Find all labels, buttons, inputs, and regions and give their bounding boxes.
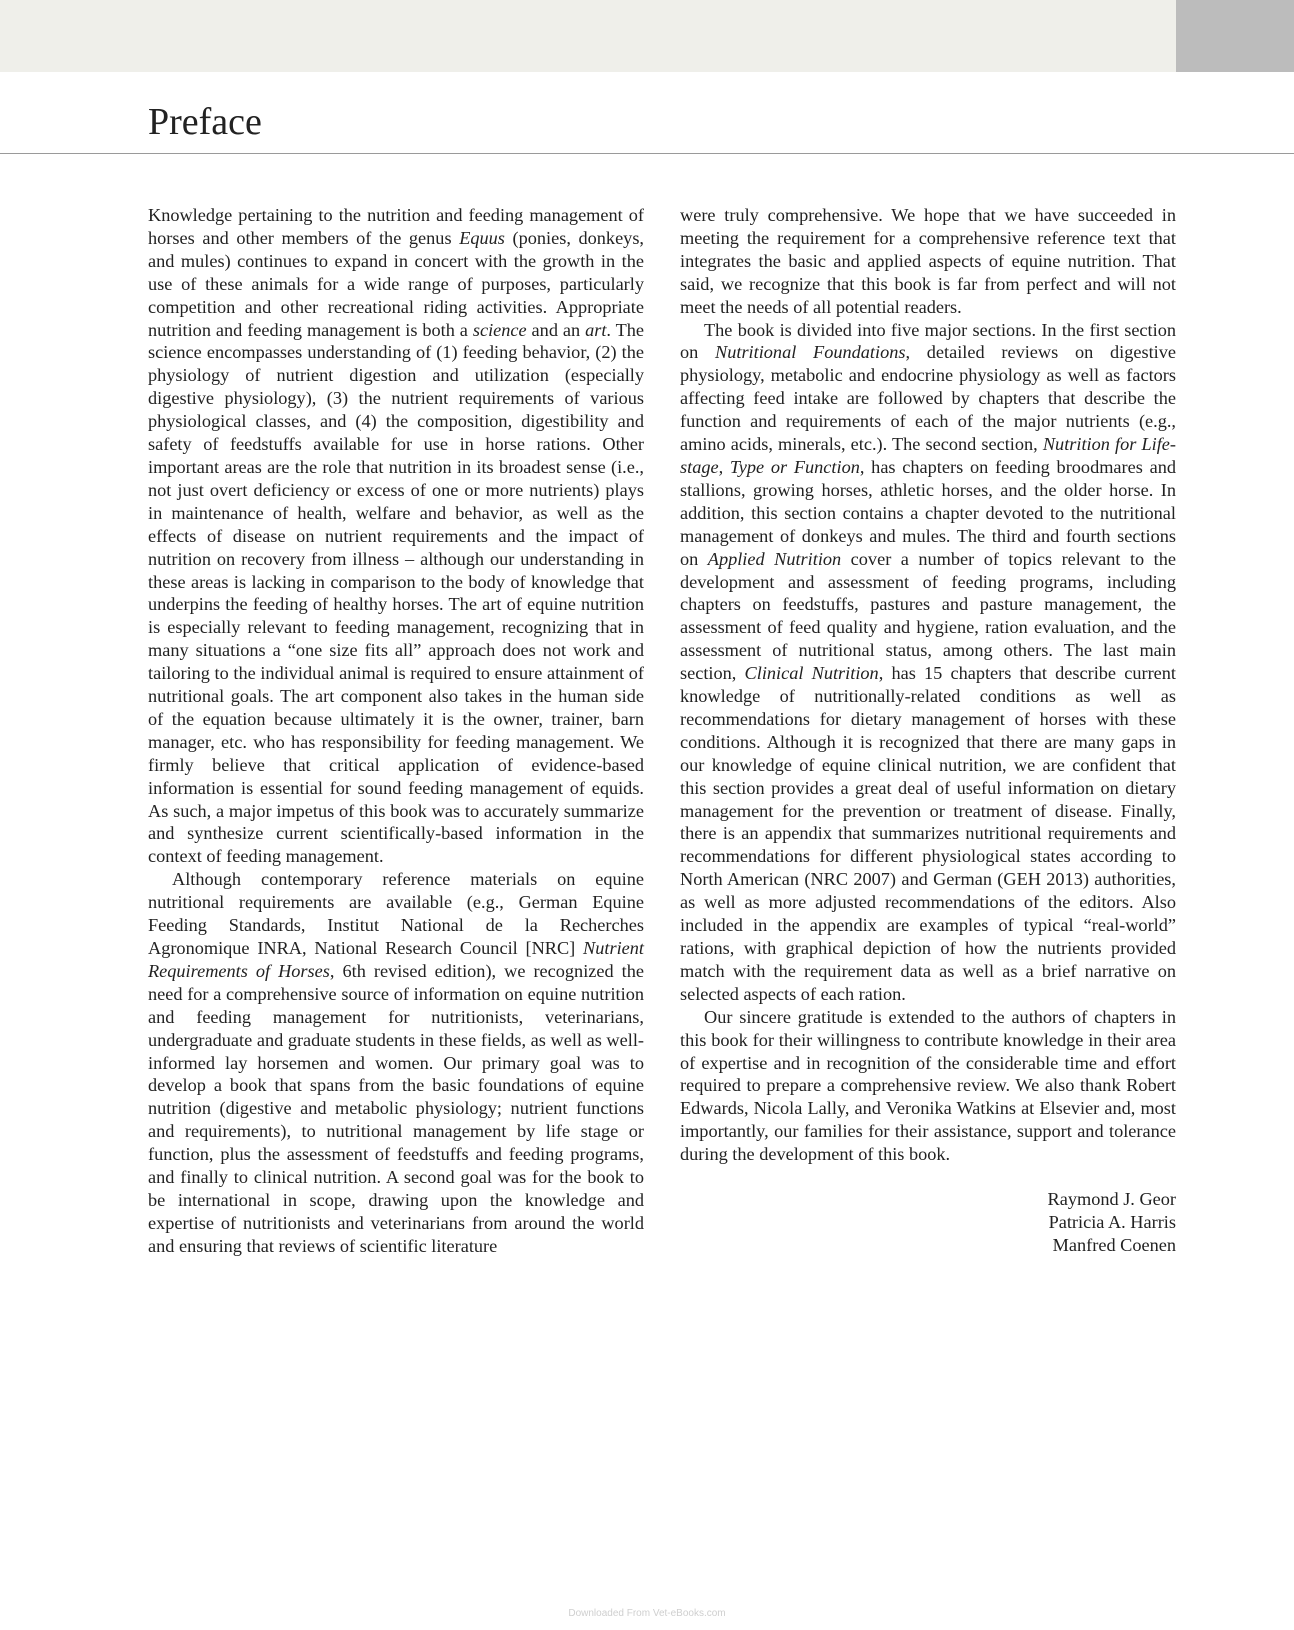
text-run: , has chapters on feeding broodmares and stallions, growing horses, athletic horses, and the older horse. In addition, this section contains a chapter devoted to the nutritional management of donkeys and mules. The third and fourth sections on [680,456,1177,569]
italic-text: Equus [459,227,505,248]
paragraph [680,319,1176,1006]
text-run: Although contemporary reference materials on equine nutritional requirements are available (e.g., German Equine Feeding Standards, Institut National de la Recherches Agronomique INRA, National Research Council [NRC] [148,869,644,958]
italic-text: Nutrient Requirements of Horses [148,938,644,981]
italic-text: Clinical Nutrition [744,663,879,684]
editor-name: Manfred Coenen [1052,1234,1176,1255]
paragraph [148,868,644,1257]
italic-text: science [472,319,527,340]
header-band [0,0,1294,72]
text-run: , has 15 chapters that describe current knowledge of nutritionally-related conditions as well as recommendations for dietary management of horses with these conditions. Although it is recognized that there are many gaps in our knowledge of equine clinical nutrition, we are confident that this section provides a great deal of useful information on dietary management for the prevention or treatment of disease. Finally, there is an appendix that summarizes nutritional requirements and recommendations for different physiological states according to North American (NRC 2007) and German (GEH 2013) authorities, as well as more adjusted recommendations of the editors. Also included in the appendix are examples of typical “real-world” rations, with graphical depiction of how the nutrients provided match with the requirement data as well as a brief narrative on selected aspects of each ration. [680,663,1176,1004]
download-watermark: Downloaded From Vet-eBooks.com [568,1608,726,1619]
text-run: , detailed reviews on digestive physiology, metabolic and endocrine physiology as well as factors affecting feed intake are followed by chapters that describe the function and requirements of each of the major nutrients (e.g., amino acids, minerals, etc.). The second section, [680,342,1176,455]
text-run: Our sincere gratitude is extended to the authors of chapters in this book for their willingness to contribute knowledge in their area of expertise and in recognition of the considerable time and effort required to prepare a comprehensive review. We also thank Robert Edwards, Nicola Lally, and Veronika Watkins at Elsevier and, most importantly, our families for their assistance, support and tolerance during the development of this book. [680,1006,1176,1165]
right-column [680,204,1176,1257]
corner-tab-block [1176,0,1294,72]
italic-text: Applied Nutrition [707,548,842,569]
italic-text: Nutrition for Life-stage, Type or Function [680,434,1176,477]
italic-text: art [585,319,607,340]
page-title: Preface [148,101,262,143]
text-run: cover a number of topics relevant to the development and assessment of feeding programs, including chapters on feedstuffs, pastures and pasture management, the assessment of feed quality and hygiene, ration evaluation, and the assessment of nutritional status, among others. The last main section, [680,548,1176,684]
left-column [148,204,644,1258]
text-run: (ponies, donkeys, and mules) continues to expand in concert with the growth in the use of these animals for a wide range of purposes, particularly competition and other recreational riding activities. Appropriate nutrition and feeding management is both a [148,227,645,340]
text-run: and an [526,319,586,340]
italic-text: Nutritional Foundations [715,342,906,363]
text-run: . The science encompasses understanding of (1) feeding behavior, (2) the physiology of nutrient digestion and utilization (especially digestive physiology), (3) the nutrient requirements of various physiological classes, and (4) the composition, digestibility and safety of feedstuffs available for use in horse rations. Other important areas are the role that nutrition in its broadest sense (i.e., not just overt deficiency or excess of one or more nutrients) plays in maintenance of health, welfare and behavior, as well as the effects of disease on nutrient requirements and the impact of nutrition on recovery from illness – although our understanding in these areas is lacking in comparison to the body of knowledge that underpins the feeding of healthy horses. The art of equine nutrition is especially relevant to feeding management, recognizing that in many situations a “one size fits all” approach does not work and tailoring to the individual animal is required to ensure attainment of nutritional goals. The art component also takes in the human side of the equation because ultimately it is the owner, trainer, barn manager, etc. who has responsibility for feeding management. We firmly believe that critical application of evidence-based information is essential for sound feeding management of equids. As such, a major impetus of this book was to accurately summarize and synthesize current scientifically-based information in the context of feeding management. [148,319,644,867]
paragraph [680,204,1176,319]
editor-name: Patricia A. Harris [1048,1211,1176,1232]
editor-signatures [680,1188,1176,1257]
text-run: The book is divided into five major sections. In the first section on [680,319,1176,363]
text-run: Knowledge pertaining to the nutrition and feeding management of horses and other members of the genus [148,205,644,248]
editor-name: Raymond J. Geor [1047,1189,1176,1210]
paragraph [680,1006,1176,1166]
title-divider [0,153,1294,154]
text-run: were truly comprehensive. We hope that we have succeeded in meeting the requirement for a comprehensive reference text that integrates the basic and applied aspects of equine nutrition. That said, we recognize that this book is far from perfect and will not meet the needs of all potential readers. [680,205,1176,317]
text-run: , 6th revised edition), we recognized the need for a comprehensive source of information on equine nutrition and feeding management for nutritionists, veterinarians, undergraduate and graduate students in these fields, as well as well-informed lay horsemen and women. Our primary goal was to develop a book that spans from the basic foundations of equine nutrition (digestive and metabolic physiology; nutrient functions and requirements), to nutritional management by life stage or function, plus the assessment of feedstuffs and feeding programs, and finally to clinical nutrition. A second goal was for the book to be international in scope, drawing upon the knowledge and expertise of nutritionists and veterinarians from around the world and ensuring that reviews of scientific literature [148,960,644,1256]
paragraph [148,204,644,868]
